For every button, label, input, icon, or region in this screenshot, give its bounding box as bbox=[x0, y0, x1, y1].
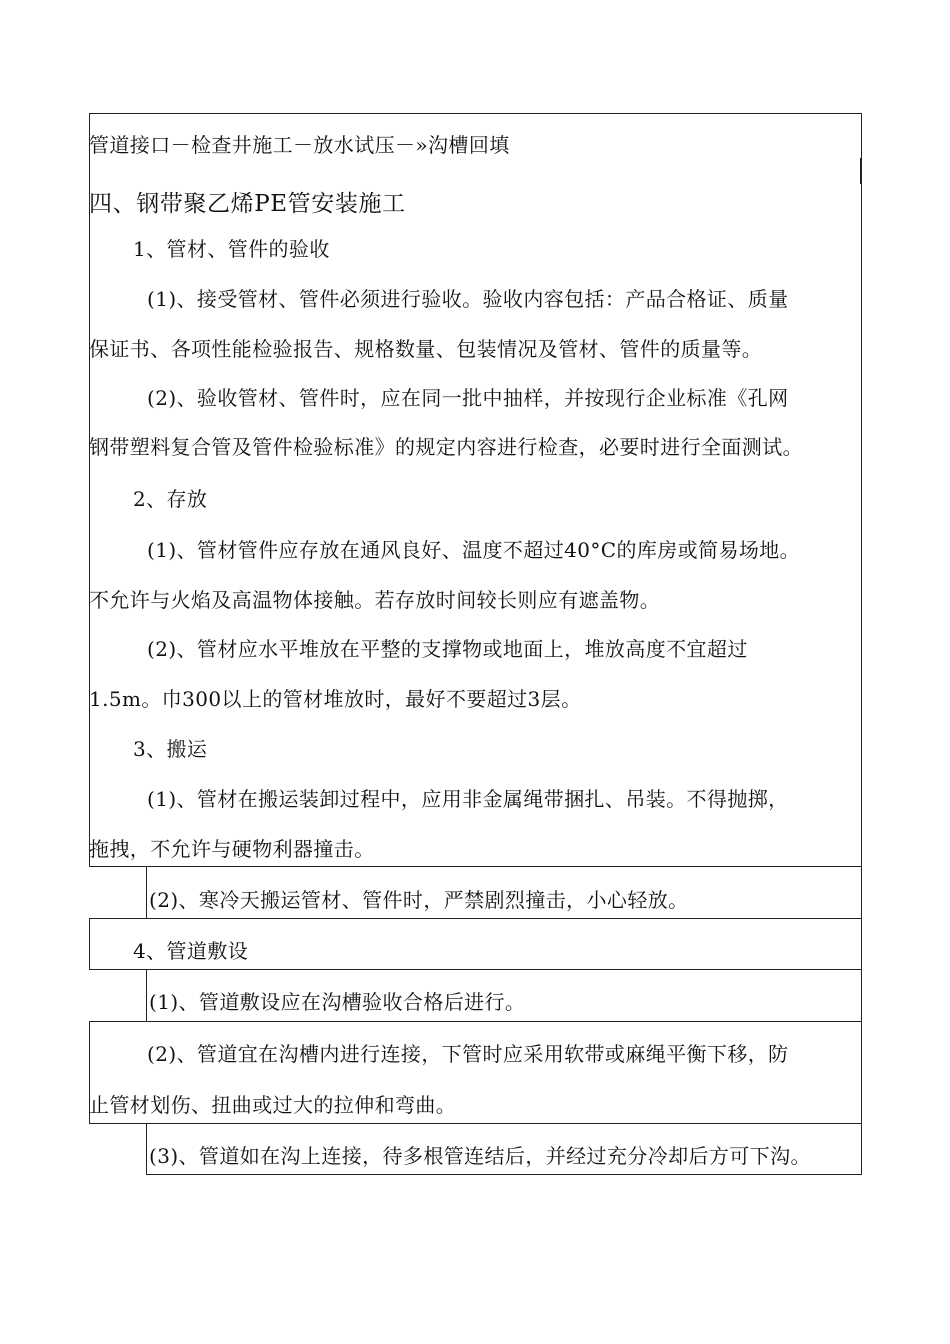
paragraph-line: (2)、寒冷天搬运管材、管件时，严禁剧烈撞击，小心轻放。 bbox=[149, 888, 689, 912]
paragraph-line: (1)、管道敷设应在沟槽验收合格后进行。 bbox=[149, 990, 526, 1014]
paragraph-line: 1.5m。巾300以上的管材堆放时，最好不要超过3层。 bbox=[89, 687, 582, 711]
paragraph-line: (1)、管材在搬运装卸过程中，应用非金属绳带捆扎、吊装。不得抛掷， bbox=[147, 787, 789, 811]
frame-edge-mark bbox=[860, 158, 862, 184]
paragraph-line: (2)、管道宜在沟槽内进行连接，下管时应采用软带或麻绳平衡下移，防 bbox=[147, 1042, 789, 1066]
paragraph-line: 止管材划伤、扭曲或过大的拉伸和弯曲。 bbox=[89, 1093, 457, 1117]
paragraph-line: (2)、验收管材、管件时，应在同一批中抽样，并按现行企业标准《孔网 bbox=[147, 386, 789, 410]
subheading-acceptance: 1、管材、管件的验收 bbox=[133, 237, 330, 261]
paragraph-line: 钢带塑料复合管及管件检验标准》的规定内容进行检查，必要时进行全面测试。 bbox=[89, 435, 803, 459]
paragraph-line: (1)、接受管材、管件必须进行验收。验收内容包括：产品合格证、质量 bbox=[147, 287, 789, 311]
subheading-pipe-laying: 4、管道敷设 bbox=[133, 939, 249, 963]
section-heading-pe-pipe: 四、钢带聚乙烯PE管安装施工 bbox=[89, 191, 406, 217]
paragraph-line: 拖拽，不允许与硬物利器撞击。 bbox=[89, 837, 375, 861]
paragraph-line: 不允许与火焰及高温物体接触。若存放时间较长则应有遮盖物。 bbox=[89, 588, 661, 612]
paragraph-line: (1)、管材管件应存放在通风良好、温度不超过40°C的库房或简易场地。 bbox=[147, 538, 801, 562]
paragraph-line: 保证书、各项性能检验报告、规格数量、包装情况及管材、管件的质量等。 bbox=[89, 337, 763, 361]
subheading-storage: 2、存放 bbox=[133, 487, 208, 511]
paragraph-line: (2)、管材应水平堆放在平整的支撑物或地面上，堆放高度不宜超过 bbox=[147, 637, 748, 661]
process-flow-line: 管道接口－检查井施工－放水试压－»沟槽回填 bbox=[89, 133, 510, 157]
subheading-transport: 3、搬运 bbox=[133, 737, 208, 761]
paragraph-line: (3)、管道如在沟上连接，待多根管连结后，并经过充分冷却后方可下沟。 bbox=[149, 1144, 811, 1168]
